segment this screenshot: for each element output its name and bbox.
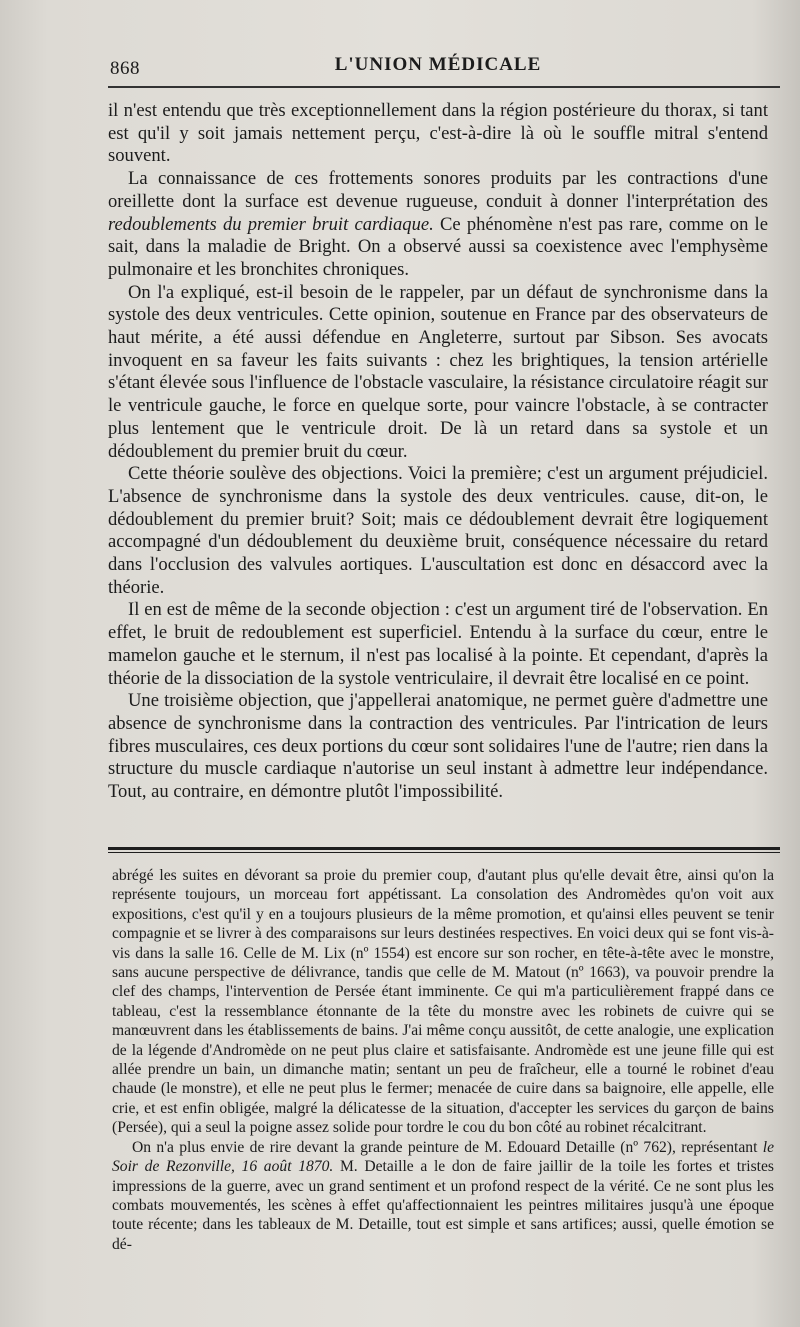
paragraph-5: Il en est de même de la seconde objection : c'est un argument tiré de l'observation. En effet, le bruit de redoublement est superficiel. Entendu à la surface du cœur, entre le mamelon gauche et le sternum, il n'est pas localisé à la pointe. Et cependant, d'après la théorie de la dissociation de la systole ventriculaire, il devrait être localisé en ce point. [108,599,768,689]
paragraph-2 [108,168,768,282]
running-title: L'UNION MÉDICALE [334,54,542,75]
feuilleton-text [112,866,774,1254]
feuilleton-paragraph-2-start: On n'a plus envie de rire devant la grande peinture de M. Edouard Detaille (nº 762), représentant [132,1138,763,1156]
paragraph-4: Cette théorie soulève des objections. Voici la première; c'est un argument préjudiciel. L'absence de synchronisme dans la systole des deux ventricules. cause, dit-on, le dédoublement du premier bruit? Soit; mais ce dédoublement devrait être logiquement accompagné d'un dédoublement du deuxième bruit, conséquence nécessaire du retard dans l'occlusion des valvules aortiques. L'auscultation est donc en désaccord avec la théorie. [108,463,768,598]
paragraph-6: Une troisième objection, que j'appellerai anatomique, ne permet guère d'admettre une absence de synchronisme dans la contraction des ventricules. Par l'intrication de leurs fibres musculaires, ces deux portions du cœur sont solidaires l'une de l'autre; rien dans la structure du muscle cardiaque n'autorise un seul instant à admettre leur indépendance. Tout, au contraire, en démontre plutôt l'impossibilité. [108,690,768,803]
feuilleton-paragraph-2-end: M. Detaille a le don de faire jaillir de la toile les fortes et tristes impressions de la guerre, avec un grand sentiment et un profond respect de la vérité. Ce ne sont plus les combats mouvementés, les scènes à effet qu'affectionnaient les peintres militaires jusqu'à une époque toute récente; dans les tableaux de M. Detaille, tout est simple et sans artifices; aussi, quelle émotion se dé- [112,1158,774,1253]
paragraph-1: il n'est entendu que très exceptionnellement dans la région postérieure du thorax, si tant est qu'il y soit jamais nettement perçu, c'est-à-dire là où le souffle mitral s'entend souvent. [108,100,768,167]
header-rule [108,86,780,88]
feuilleton-separator [108,847,780,853]
page-number: 868 [110,58,140,79]
main-article-text [108,100,768,804]
feuilleton-paragraph-2 [112,1138,774,1254]
paragraph-2-start: La connaissance de ces frottements sonores produits par les contractions d'une oreillette dont la surface est devenue rugueuse, conduit à donner l'interprétation des [108,168,768,212]
paragraph-2-end: Ce phénomène n'est pas rare, comme on le sait, dans la maladie de Bright. On a observé aussi sa coexistence avec l'emphysème pulmonaire et les bronchites chroniques. [108,213,768,280]
paragraph-3: On l'a expliqué, est-il besoin de le rappeler, par un défaut de synchronisme dans la systole des deux ventricules. Cette opinion, soutenue en France par des observateurs de haut mérite, a été aussi défendue en Angleterre, surtout par Sibson. Ses avocats invoquent en sa faveur les faits suivants : chez les brightiques, la tension artérielle s'étant élevée sous l'influence de l'obstacle vasculaire, la résistance circulatoire réagit sur le ventricule gauche, le force en quelque sorte, pour vaincre l'obstacle, à se contracter plus lentement que le ventricule droit. De là un retard dans sa systole et un dédoublement du premier bruit du cœur. [108,281,768,462]
painting-title: le Soir de Rezonville, 16 août 1870. [112,1138,774,1176]
feuilleton-paragraph-1: abrégé les suites en dévorant sa proie du premier coup, d'autant plus qu'elle devait être, ainsi qu'on la représente toujours, un morceau fort appétissant. La consolation des Andromèdes qu'on voit aux expositions, c'est qu'il y en a toujours plusieurs de la même promotion, et qu'ainsi elles peuvent se tenir compagnie et se livrer à des comparaisons sur leurs destinées respectives. En voici deux qui se font vis-à-vis dans la salle 16. Celle de M. Lix (nº 1554) est encore sur son rocher, en tête-à-tête avec le monstre, sans aucune perspective de délivrance, tandis que celle de M. Matout (nº 1663), va pouvoir prendre la clef des champs, l'intervention de Persée étant imminente. Ce qui m'a particulièrement frappé dans ce tableau, c'est la ressemblance étonnante de la tête du monstre avec les robinets de cuivre qui se manœuvrent dans les établissements de bains. J'ai même conçu aussitôt, de cette analogie, une explication de la légende d'Andromède on ne peut plus claire et satisfaisante. Andromède est une jeune fille qui est allée prendre un bain, un dimanche matin; sentant un peu de fraîcheur, elle a tourné le robinet d'eau chaude (le monstre), et elle ne peut plus le fermer; menacée de cuire dans sa baignoire, elle appelle, elle crie, et est enfin obligée, malgré la délicatesse de la situation, d'accepter les services du garçon de bains (Persée), qui a seul la poigne assez solide pour tordre le cou du bon côté au robinet récalcitrant. [112,867,774,1137]
italic-term: redoublements du premier bruit cardiaque. [108,213,434,235]
page-header [108,50,768,80]
